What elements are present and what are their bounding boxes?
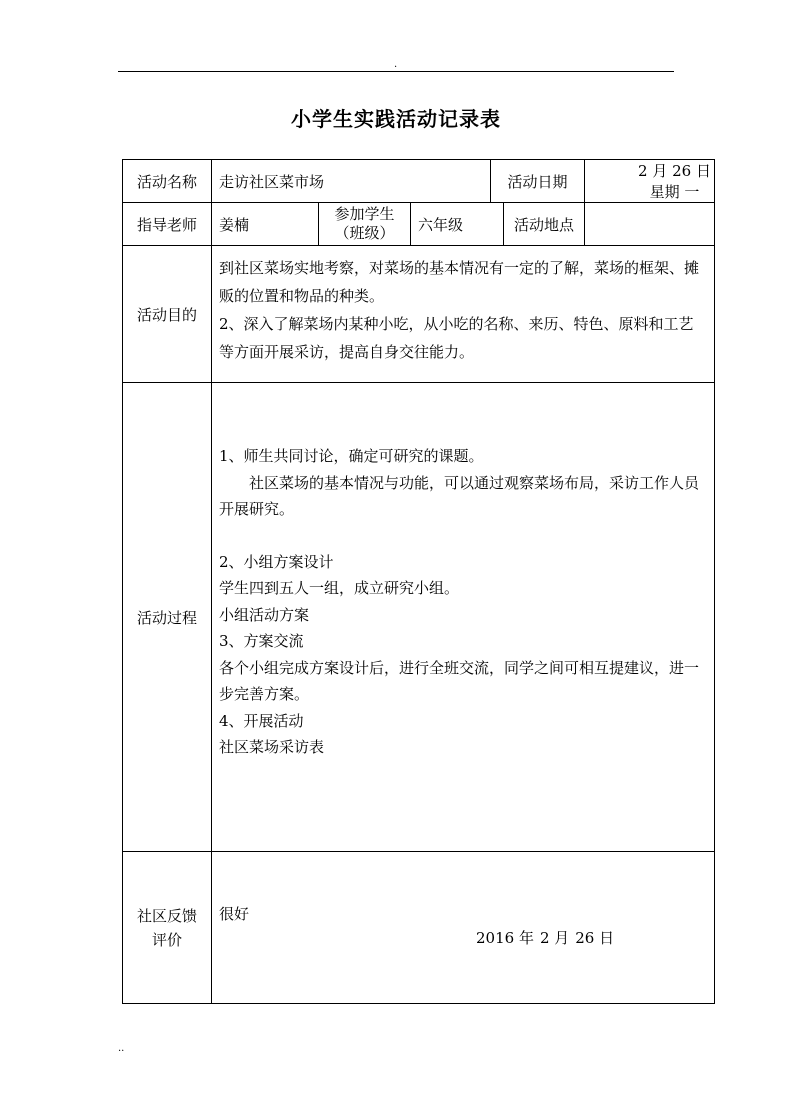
header-rule	[118, 71, 674, 72]
row-feedback	[123, 852, 715, 1004]
feedback-date-year: 2016 年	[476, 929, 534, 947]
footer-mark: ..	[118, 1043, 125, 1054]
activity-name-label: 活动名称	[123, 160, 212, 203]
row-teacher	[123, 203, 715, 246]
purpose-line-1: 到社区菜场实地考察，对菜场的基本情况有一定的了解，菜场的框架、摊贩的位置和物品的种类。	[219, 259, 700, 305]
process-step2-title: 2、小组方案设计	[219, 552, 334, 571]
process-step2-line2: 小组活动方案	[219, 605, 310, 624]
row-process	[123, 383, 715, 852]
row-purpose	[123, 246, 715, 383]
process-step1-title: 1、师生共同讨论，确定可研究的课题。	[219, 447, 484, 465]
process-label: 活动过程	[123, 383, 212, 852]
feedback-label-line2: 评价	[151, 930, 182, 949]
process-step4-body: 社区菜场采访表	[219, 738, 325, 756]
page-title: 小学生实践活动记录表	[291, 107, 501, 131]
process-step3-body: 各个小组完成方案设计后，进行全班交流，同学之间可相互提建议，进一步完善方案。	[219, 658, 700, 703]
student-label-line2: （班级）	[334, 224, 395, 242]
header-mark: .	[394, 59, 398, 70]
feedback-date	[219, 926, 706, 950]
process-step4-title: 4、开展活动	[219, 711, 304, 730]
purpose-label: 活动目的	[123, 246, 212, 383]
process-content	[212, 383, 715, 852]
activity-date-label: 活动日期	[491, 160, 585, 203]
feedback-comment: 很好	[219, 905, 250, 923]
purpose-line-2: 2、深入了解菜场内某种小吃，从小吃的名称、来历、特色、原料和工艺等方面开展采访，提高自身交往能力。	[219, 315, 694, 361]
feedback-date-month: 2 月	[539, 929, 570, 947]
process-step3-title: 3、方案交流	[219, 632, 304, 650]
process-step1-body: 社区菜场的基本情况与功能，可以通过观察菜场布局，采访工作人员开展研究。	[219, 473, 700, 518]
feedback-content	[212, 852, 715, 1004]
activity-name-value: 走访社区菜市场	[212, 160, 491, 203]
student-label-line1: 参加学生	[334, 205, 395, 223]
activity-date-value: 2 月 26 日 星期 一	[585, 160, 715, 203]
student-label	[319, 203, 411, 246]
place-label: 活动地点	[504, 203, 585, 246]
record-table	[122, 159, 715, 1004]
student-value: 六年级	[411, 203, 504, 246]
teacher-label: 指导老师	[123, 203, 212, 246]
feedback-label-line1: 社区反馈	[136, 906, 197, 925]
purpose-content	[212, 246, 715, 383]
feedback-label	[123, 852, 212, 1004]
row-activity-name	[123, 160, 715, 203]
feedback-date-day: 26 日	[575, 929, 615, 947]
process-step2-line1: 学生四到五人一组，成立研究小组。	[219, 579, 460, 597]
process-gap	[219, 523, 706, 549]
place-value	[585, 203, 715, 246]
teacher-value: 姜楠	[212, 203, 319, 246]
